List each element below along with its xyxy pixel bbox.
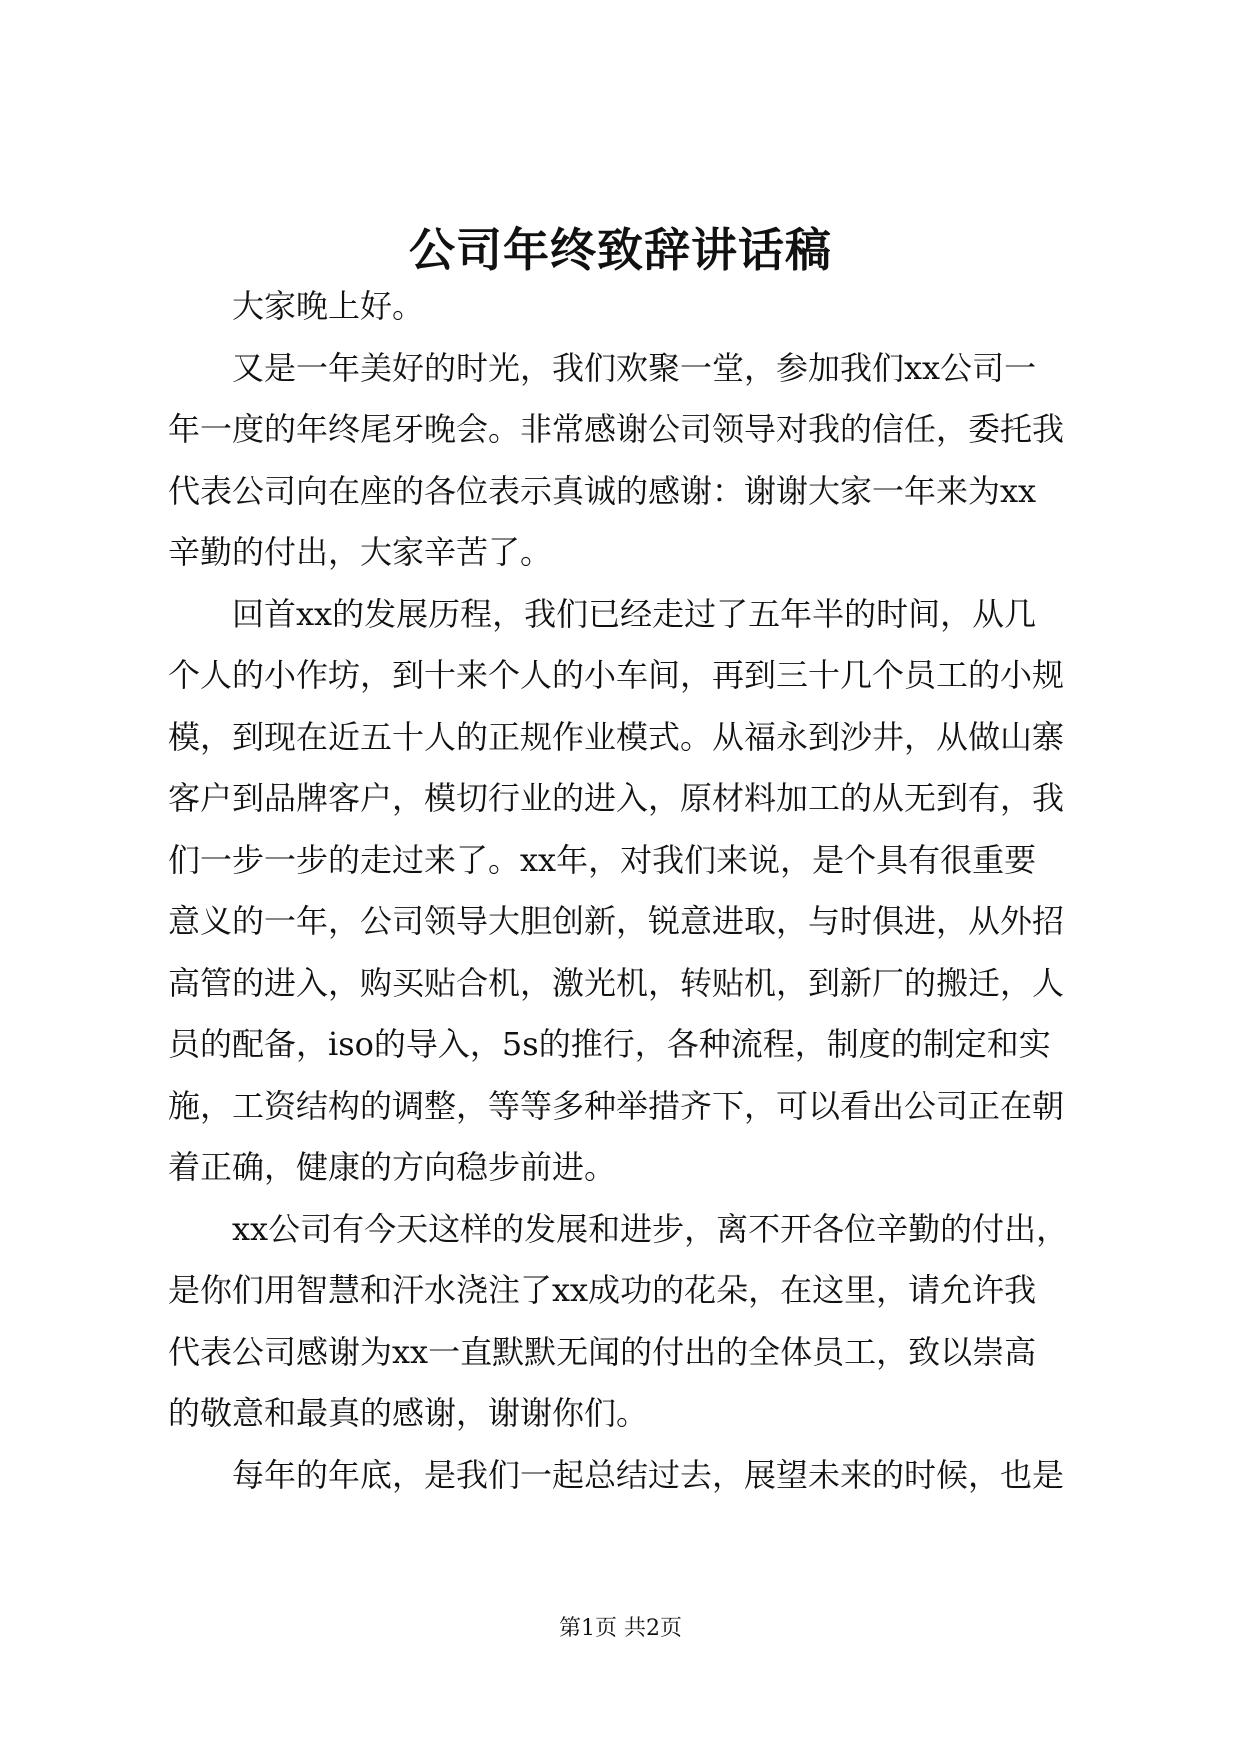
page-number-footer: 第1页 共2页 (559, 1616, 682, 1641)
greeting-line: 大家晚上好。 (232, 287, 425, 325)
paragraph-1-line-2: 年一度的年终尾牙晚会。非常感谢公司领导对我的信任，委托我 (168, 410, 1065, 448)
paragraph-2-line-4: 客户到品牌客户，模切行业的进入，原材料加工的从无到有，我 (168, 779, 1065, 817)
document-body (168, 276, 1080, 1506)
paragraph-2-line-8: 员的配备，iso的导入，5s的推行，各种流程，制度的制定和实 (168, 1025, 1051, 1063)
document-title: 公司年终致辞讲话稿 (409, 223, 832, 277)
paragraph-2-line-3: 模，到现在近五十人的正规作业模式。从福永到沙井，从做山寨 (168, 717, 1065, 756)
paragraph-2-line-7: 高管的进入，购买贴合机，激光机，转贴机，到新厂的搬迁，人 (168, 963, 1065, 1002)
paragraph-2-line-10: 着正确，健康的方向稳步前进。 (168, 1148, 617, 1186)
paragraph-3-line-4: 的敬意和最真的感谢，谢谢你们。 (168, 1394, 649, 1432)
paragraph-2-line-6: 意义的一年，公司领导大胆创新，锐意进取，与时俱进，从外招 (168, 902, 1065, 940)
paragraph-2-line-2: 个人的小作坊，到十来个人的小车间，再到三十几个员工的小规 (168, 656, 1065, 694)
paragraph-1-line-3: 代表公司向在座的各位表示真诚的感谢：谢谢大家一年来为xx (168, 471, 1037, 510)
paragraph-2-line-5: 们一步一步的走过来了。xx年，对我们来说，是个具有很重要 (168, 840, 1037, 879)
paragraph-1-line-4: 辛勤的付出，大家辛苦了。 (168, 533, 553, 571)
paragraph-2-line-1: 回首xx的发展历程，我们已经走过了五年半的时间，从几 (232, 594, 1037, 633)
paragraph-3-line-2: 是你们用智慧和汗水浇注了xx成功的花朵，在这里，请允许我 (168, 1271, 1037, 1309)
paragraph-3-line-3: 代表公司感谢为xx一直默默无闻的付出的全体员工，致以崇高 (168, 1332, 1037, 1371)
paragraph-3-line-1: xx公司有今天这样的发展和进步，离不开各位辛勤的付出， (232, 1209, 1069, 1248)
paragraph-4-line-1: 每年的年底，是我们一起总结过去，展望未来的时候，也是 (232, 1455, 1065, 1494)
paragraph-1-line-1: 又是一年美好的时光，我们欢聚一堂，参加我们xx公司一 (232, 348, 1037, 387)
paragraph-2-line-9: 施，工资结构的调整，等等多种举措齐下，可以看出公司正在朝 (168, 1086, 1065, 1125)
